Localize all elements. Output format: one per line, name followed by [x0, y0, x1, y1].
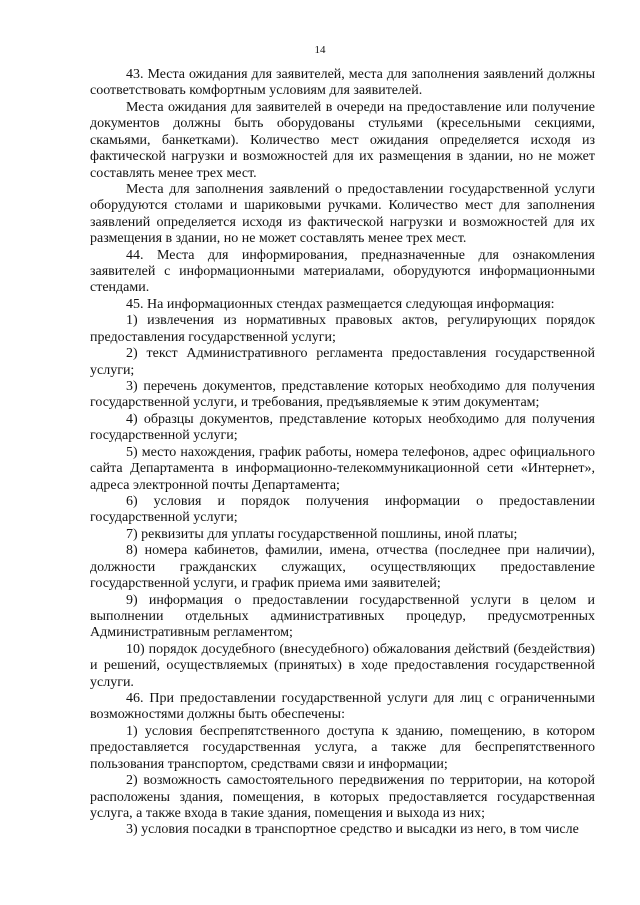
list-item-46-1: 1) условия беспрепятственного доступа к зданию, помещению, в котором предоставляется государственная услуга, а также для беспрепятственного пользования транспортом, средствами связи и информации; [90, 723, 595, 772]
list-item-45-6: 6) условия и порядок получения информации о предоставлении государственной услуги; [90, 493, 595, 526]
page-number: 14 [314, 44, 326, 56]
list-item-45-10: 10) порядок досудебного (внесудебного) обжалования действий (бездействия) и решений, осуществляемых (принятых) в ходе предоставления государственной услуги. [90, 641, 595, 690]
list-item-46-3: 3) условия посадки в транспортное средство и высадки из него, в том числе [126, 822, 579, 838]
list-item-45-7: 7) реквизиты для уплаты государственной пошлины, иной платы; [126, 526, 518, 542]
list-item-45-1: 1) извлечения из нормативных правовых актов, регулирующих порядок предоставления государственной услуги; [90, 313, 595, 345]
paragraph-waiting-places: Места ожидания для заявителей в очереди на предоставление или получение документов должны быть оборудованы стульями (кресельными секциями, скамьями, банкетками). Количество мест ожидания определяется исходя из фактической нагрузки и возможностей для их размещения в здании, но не может составлять менее трех мест. [90, 99, 595, 181]
paragraph-filling-places: Места для заполнения заявлений о предоставлении государственной услуги оборудуются столами и шариковыми ручками. Количество мест для заполнения заявлений определяется исходя из фактической нагрузки и возможностей для их размещения в здании, но не может составлять менее трех мест. [90, 181, 595, 247]
paragraph-45: 45. На информационных стендах размещается следующая информация: [126, 296, 555, 312]
document-body [90, 67, 595, 839]
list-item-45-2: 2) текст Административного регламента предоставления государственной услуги; [90, 346, 595, 378]
list-item-45-3: 3) перечень документов, представление которых необходимо для получения государственной услуги, и требования, предъявляемые к этим документам; [90, 379, 595, 411]
list-item-46-2: 2) возможность самостоятельного передвижения по территории, на которой расположены здания, помещения, в которых предоставляется государственная услуга, а также входа в такие здания, помещения и выхода из них; [90, 773, 595, 821]
paragraph-46: 46. При предоставлении государственной услуги для лиц с ограниченными возможностями должны быть обеспечены: [90, 691, 595, 723]
list-item-45-5: 5) место нахождения, график работы, номера телефонов, адрес официального сайта Департамента в информационно-телекоммуникационной сети «Интернет», адреса электронной почты Департамента; [90, 444, 595, 493]
paragraph-43: 43. Места ожидания для заявителей, места для заполнения заявлений должны соответствовать комфортным условиям для заявителей. [90, 67, 595, 99]
list-item-45-8: 8) номера кабинетов, фамилии, имена, отчества (последнее при наличии), должности гражданских служащих, осуществляющих предоставление государственной услуги, и график приема ими заявителей; [90, 543, 595, 592]
paragraph-44: 44. Места для информирования, предназначенные для ознакомления заявителей с информационными материалами, оборудуются информационными стендами. [90, 247, 595, 296]
list-item-45-4: 4) образцы документов, представление которых необходимо для получения государственной услуги; [90, 411, 595, 444]
list-item-45-9: 9) информация о предоставлении государственной услуги в целом и выполнении отдельных административных процедур, предусмотренных Административным регламентом; [90, 592, 595, 641]
